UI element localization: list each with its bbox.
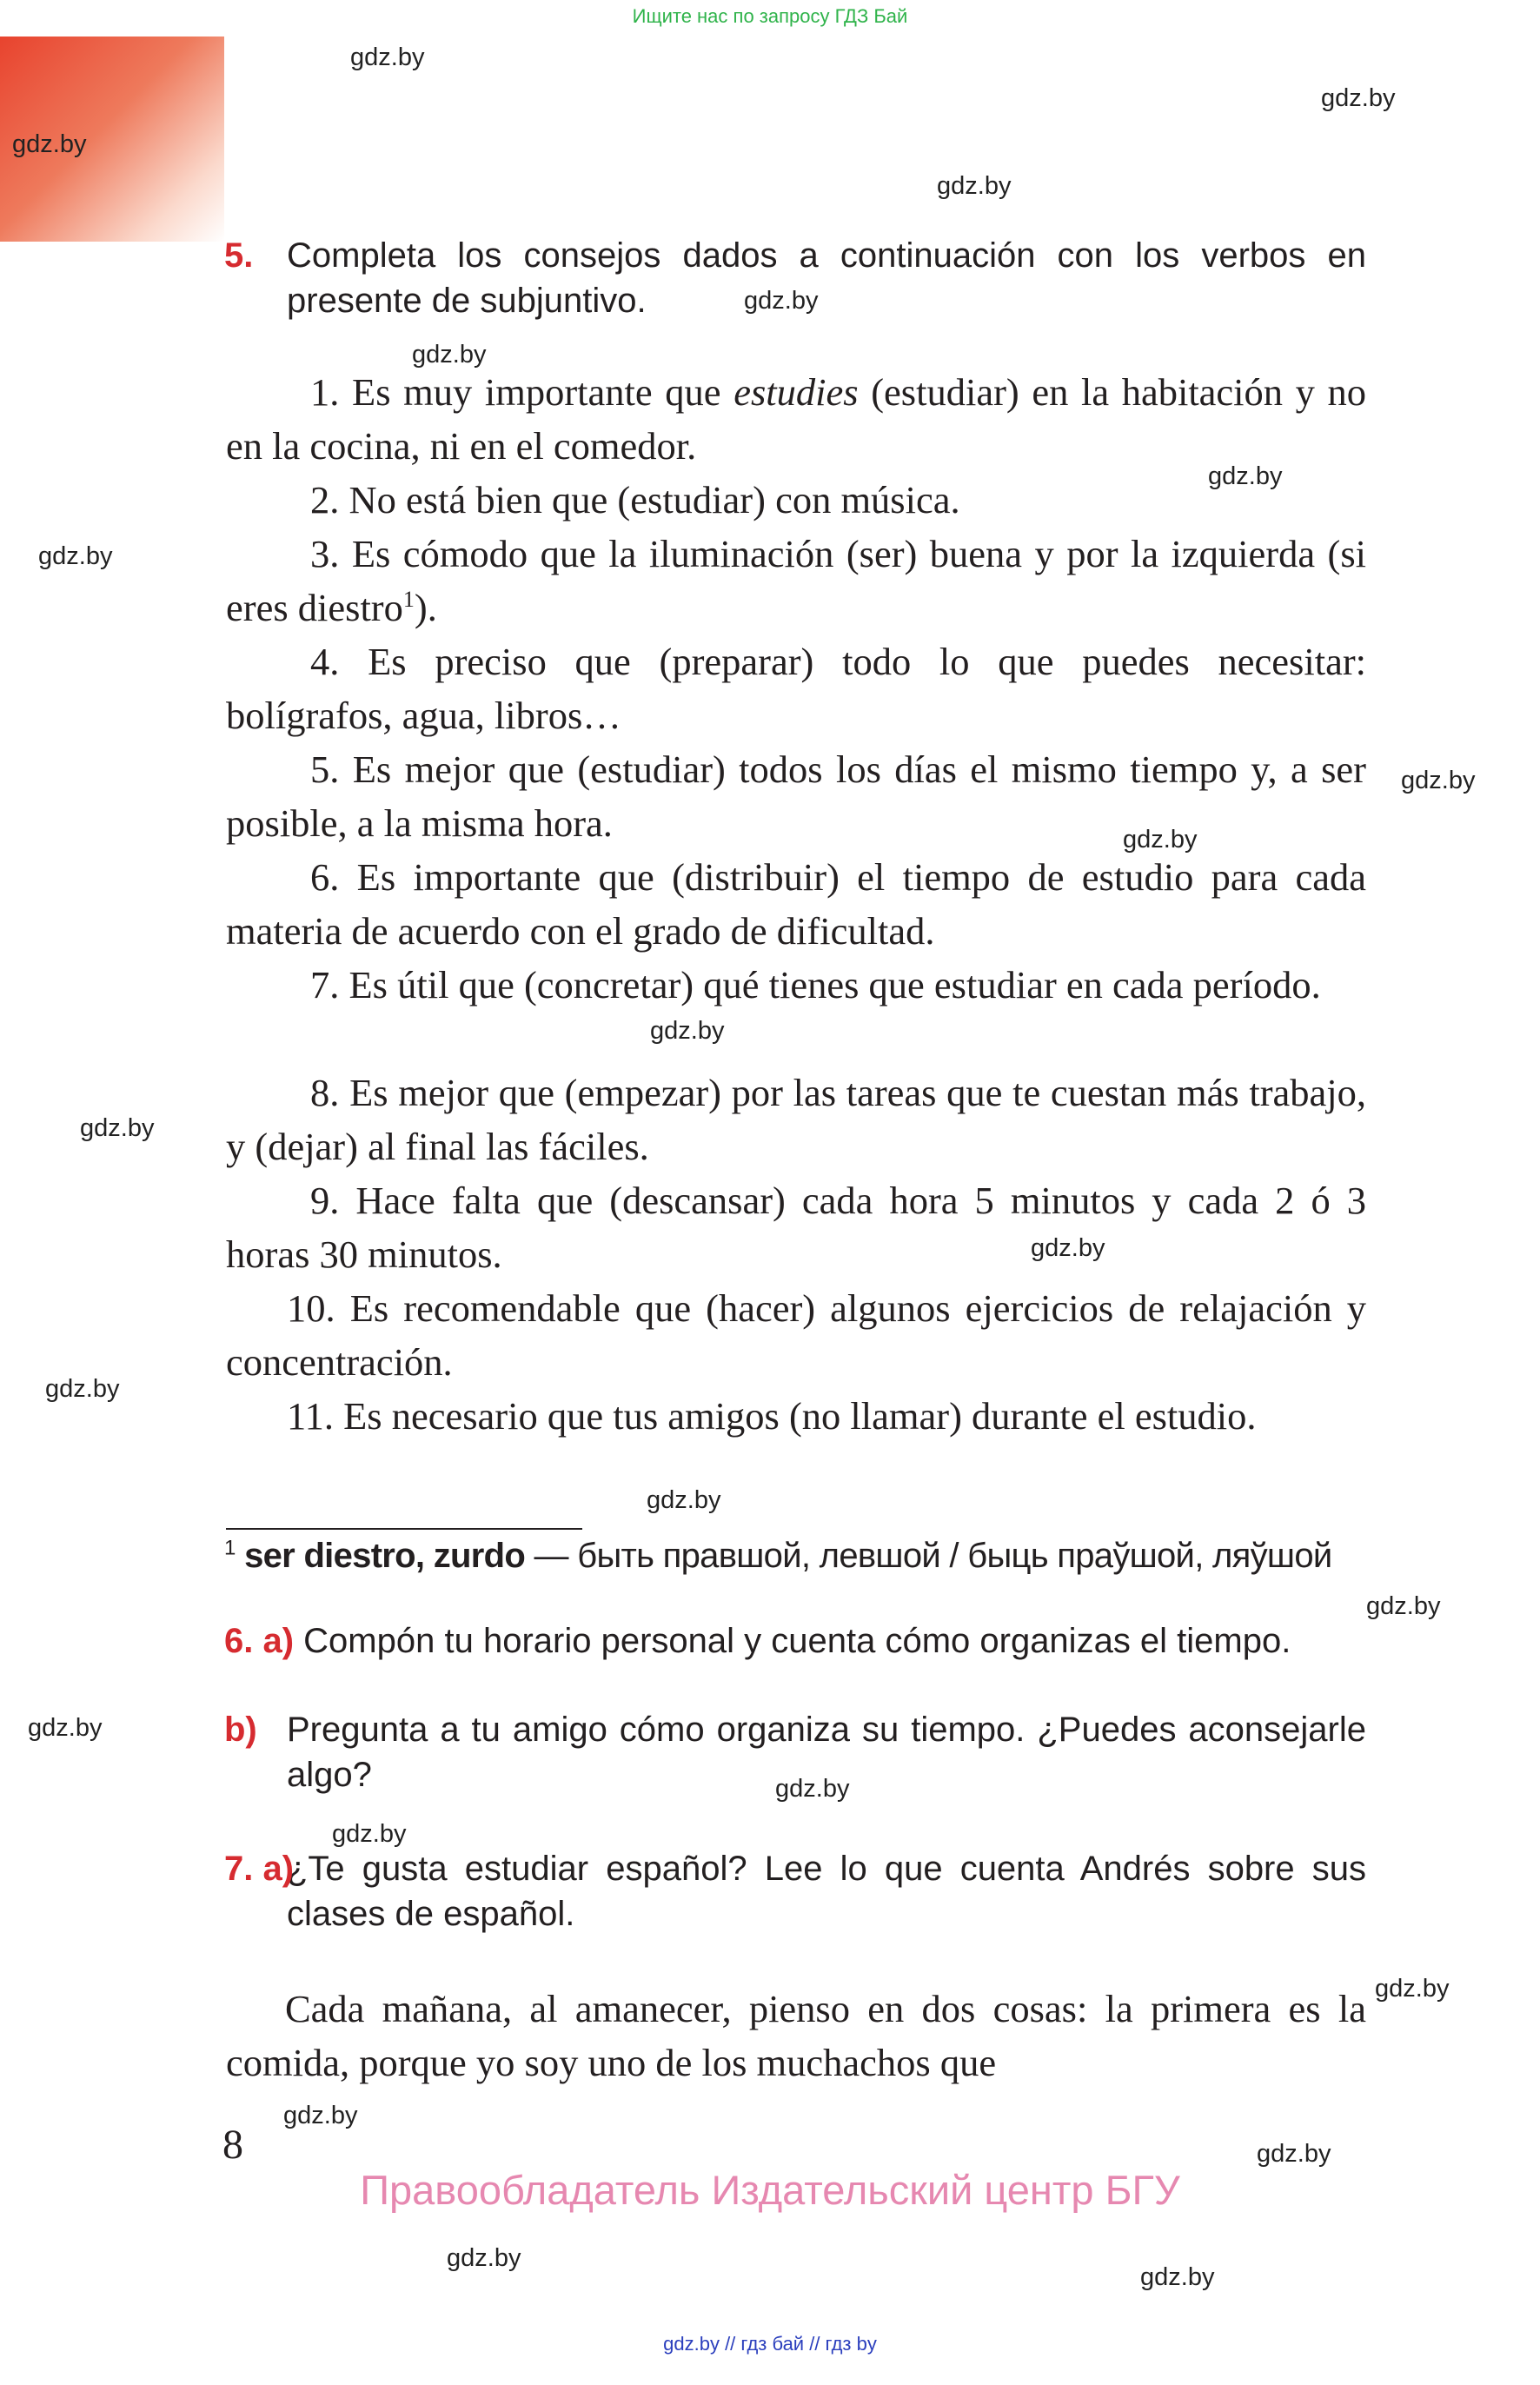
exercise-item: 4. Es preciso que (preparar) todo lo que puedes necesitar: bolígrafos, agua, libros… xyxy=(226,640,1367,737)
watermark: gdz.by xyxy=(350,43,425,71)
reading-text: Cada mañana, al amanecer, pienso en dos cosas: la primera es la comida, porque yo soy uno de los muchachos que xyxy=(226,1987,1366,2084)
watermark: gdz.by xyxy=(1031,1234,1105,1262)
task-label: 6. a) xyxy=(224,1622,295,1660)
footnote-term: ser diestro, zurdo xyxy=(244,1537,526,1575)
watermark: gdz.by xyxy=(45,1375,120,1403)
watermark: gdz.by xyxy=(28,1714,103,1742)
exercise-item: 9. Hace falta que (descansar) cada hora 5 minutos y cada 2 ó 3 horas 30 minutos. xyxy=(226,1179,1366,1276)
watermark: gdz.by xyxy=(647,1486,721,1514)
task-number: 5. xyxy=(224,236,254,275)
watermark: gdz.by xyxy=(1366,1592,1441,1620)
rights-holder: Правообладатель Издательский центр БГУ xyxy=(360,2167,1180,2213)
footnote: $^1$ ser diestro, zurdo — быть правшой, левшой / быць праўшой, ляўшой xyxy=(224,1536,1332,1575)
exercise-item: 11. Es necesario que tus amigos (no llamar) durante el estudio. xyxy=(287,1394,1257,1438)
task-label: b) xyxy=(224,1711,257,1749)
watermark: gdz.by xyxy=(1375,1975,1450,2003)
exercise-item: 3. Es cómodo que la iluminación (ser) buena y por la izquierda (si eres diestro$^1$). xyxy=(226,532,1367,629)
watermark: gdz.by xyxy=(447,2244,521,2272)
watermark: gdz.by xyxy=(1321,84,1396,112)
watermark: gdz.by xyxy=(775,1775,850,1803)
watermark: gdz.by xyxy=(38,542,113,570)
top-search-note[interactable]: Ищите нас по запросу ГДЗ Бай xyxy=(632,5,908,27)
task-label: 7. a) xyxy=(224,1850,295,1888)
watermark: gdz.by xyxy=(1257,2140,1331,2168)
footnote-divider xyxy=(226,1528,582,1530)
exercise-item: 8. Es mejor que (empezar) por las tareas que te cuestan más trabajo, y (dejar) al final las fáciles. xyxy=(226,1071,1367,1168)
watermark: gdz.by xyxy=(1401,767,1476,794)
watermark: gdz.by xyxy=(283,2102,358,2129)
watermark: gdz.by xyxy=(937,172,1012,200)
task-6a: 6. a) Compón tu horario personal y cuenta cómo organizas el tiempo. xyxy=(224,1622,1291,1660)
watermark: gdz.by xyxy=(744,287,819,315)
exercise-item: 6. Es importante que (distribuir) el tiempo de estudio para cada materia de acuerdo con el grado de dificultad. xyxy=(226,855,1366,953)
watermark: gdz.by xyxy=(1208,462,1283,490)
watermark: gdz.by xyxy=(80,1114,155,1142)
watermark: gdz.by xyxy=(412,341,487,369)
exercise-item: 2. No está bien que (estudiar) con música. xyxy=(310,478,960,522)
watermark: gdz.by xyxy=(1123,826,1198,854)
watermark: gdz.by xyxy=(332,1820,407,1848)
watermark: gdz.by xyxy=(650,1017,725,1045)
task-5 xyxy=(224,233,1366,323)
watermark: gdz.by xyxy=(1140,2263,1215,2291)
watermark: gdz.by xyxy=(12,130,87,158)
exercise-item: 10. Es recomendable que (hacer) algunos ejercicios de relajación y concentración. xyxy=(226,1286,1367,1384)
exercise-item: 1. Es muy importante que estudies (estudiar) en la habitación y no en la cocina, ni en el comedor. xyxy=(226,370,1367,468)
task-instruction: Completa los consejos dados a continuación con los verbos en presente de subjuntivo. xyxy=(287,236,1366,320)
footnote-mark: 1 xyxy=(402,587,415,613)
task-6b: b) Pregunta a tu amigo cómo organiza su tiempo. ¿Puedes aconsejarle algo? xyxy=(224,1707,1366,1797)
exercise-item: 5. Es mejor que (estudiar) todos los días el mismo tiempo y, a ser posible, a la misma hora. xyxy=(226,747,1367,845)
task-7a: 7. a) ¿Te gusta estudiar español? Lee lo que cuenta Andrés sobre sus clases de español. xyxy=(224,1846,1366,1937)
bottom-links[interactable]: gdz.by // гдз бай // гдз by xyxy=(663,2333,877,2355)
exercise-item: 7. Es útil que (concretar) qué tienes que estudiar en cada período. xyxy=(310,963,1321,1006)
page-number: 8 xyxy=(222,2122,243,2168)
